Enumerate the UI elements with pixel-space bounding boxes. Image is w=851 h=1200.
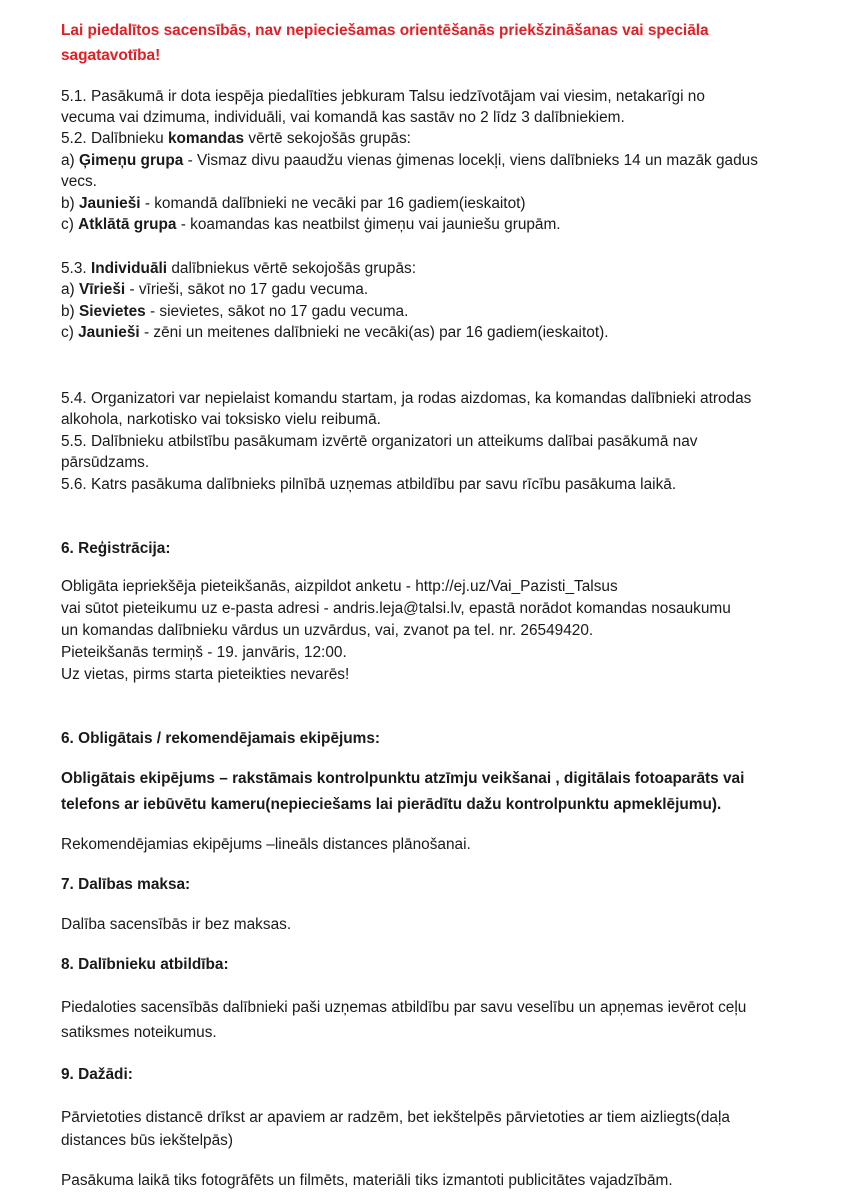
s5-4-line-1: 5.4. Organizatori var nepielaist komandu startam, ja rodas aizdomas, ka komandas dalībnieki atrodas [61, 390, 752, 407]
item-text: - Vismaz divu paaudžu vienas ģimenas locekļi, viens dalībnieks 14 un mazāk gadus [183, 152, 758, 169]
registration-line-3: un komandas dalībnieku vārdus un uzvārdus, vai, zvanot pa tel. nr. 26549420. [61, 622, 594, 639]
s5-2-item-c [61, 214, 561, 235]
s5-2-suffix: vērtē sekojošās grupās: [244, 130, 411, 147]
item-label: c) [61, 324, 79, 341]
fee-text: Dalība sacensībās ir bez maksas. [61, 916, 292, 933]
responsibility-line-2: satiksmes noteikumus. [61, 1024, 217, 1041]
s5-3-suffix: dalībniekus vērtē sekojošās grupās: [167, 260, 417, 277]
s5-2-item-a-cont: vecs. [61, 173, 97, 190]
registration-line-4: Pieteikšanās termiņš - 19. janvāris, 12:00. [61, 644, 347, 661]
s5-3-prefix: 5.3. [61, 260, 91, 277]
s5-3-item-b [61, 301, 408, 322]
equipment-mandatory-line-2: telefons ar iebūvētu kameru(nepieciešams lai pierādītu dažu kontrolpunktu apmeklējumu). [61, 796, 722, 813]
equipment-heading: 6. Obligātais / rekomendējamais ekipējums: [61, 730, 381, 747]
s5-4-line-2: alkohola, narkotisko vai toksisko vielu reibumā. [61, 411, 381, 428]
s5-2-item-b [61, 193, 526, 214]
item-text: - sievietes, sākot no 17 gadu vecuma. [145, 303, 409, 320]
registration-line-2: vai sūtot pieteikumu uz e-pasta adresi - andris.leja@talsi.lv, epastā norādot komandas nosaukumu [61, 600, 731, 617]
item-bold: Atklātā grupa [78, 216, 177, 233]
equipment-mandatory-line-1: Obligātais ekipējums – rakstāmais kontrolpunktu atzīmju veikšanai , digitālais fotoaparāts vai [61, 770, 745, 787]
item-bold: Jaunieši [78, 324, 140, 341]
s5-2-prefix: 5.2. Dalībnieku [61, 130, 168, 147]
responsibility-line-1: Piedaloties sacensībās dalībnieki paši uzņemas atbildību par savu veselību un apņemas ievērot ceļu [61, 999, 747, 1016]
item-label: c) [61, 216, 79, 233]
item-text: - zēni un meitenes dalībnieki ne vecāki(as) par 16 gadiem(ieskaitot). [139, 324, 609, 341]
s5-2-intro [61, 128, 411, 149]
item-label: a) [61, 281, 79, 298]
s5-2-item-a [61, 150, 758, 171]
s5-1-line-1: 5.1. Pasākumā ir dota iespēja piedalīties jebkuram Talsu iedzīvotājam vai viesim, netakarīgi no [61, 88, 705, 105]
equipment-recommended: Rekomendējamias ekipējums –lineāls distances plānošanai. [61, 836, 471, 853]
registration-line-5: Uz vietas, pirms starta pieteikties nevarēs! [61, 666, 350, 683]
s5-5-line-1: 5.5. Dalībnieku atbilstību pasākumam izvērtē organizatori un atteikums dalībai pasākumā nav [61, 433, 698, 450]
item-text: - vīrieši, sākot no 17 gadu vecuma. [125, 281, 369, 298]
s5-3-item-a [61, 279, 368, 300]
item-label: b) [61, 303, 79, 320]
intro-line-1: Lai piedalītos sacensībās, nav nepieciešamas orientēšanās priekšzināšanas vai speciāla [61, 22, 709, 39]
s5-3-item-c [61, 322, 609, 343]
misc-line-2: distances būs iekštelpās) [61, 1132, 233, 1149]
s5-6-line-1: 5.6. Katrs pasākuma dalībnieks pilnībā uzņemas atbildību par savu rīcību pasākuma laikā. [61, 476, 677, 493]
misc-heading: 9. Dažādi: [61, 1066, 133, 1083]
item-bold: Jaunieši [78, 195, 141, 212]
s5-1-line-2: vecuma vai dzimuma, individuāli, vai komandā kas sastāv no 2 līdz 3 dalībniekiem. [61, 109, 625, 126]
s5-3-intro [61, 258, 416, 279]
intro-line-2: sagatavotība! [61, 47, 161, 64]
item-bold: Sievietes [78, 303, 146, 320]
misc-line-3: Pasākuma laikā tiks fotogrāfēts un filmēts, materiāli tiks izmantoti publicitātes vajadzībām. [61, 1172, 673, 1189]
responsibility-heading: 8. Dalībnieku atbildība: [61, 956, 229, 973]
item-bold: Ģimeņu grupa [78, 152, 184, 169]
item-bold: Vīrieši [78, 281, 126, 298]
item-text: - koamandas kas neatbilst ģimeņu vai jauniešu grupām. [176, 216, 561, 233]
s5-3-bold: Individuāli [90, 260, 168, 277]
s5-2-bold: komandas [167, 130, 245, 147]
fee-heading: 7. Dalības maksa: [61, 876, 191, 893]
s5-5-line-2: pārsūdzams. [61, 454, 150, 471]
item-text: - komandā dalībnieki ne vecāki par 16 gadiem(ieskaitot) [140, 195, 526, 212]
item-label: a) [61, 152, 79, 169]
item-label: b) [61, 195, 79, 212]
misc-line-1: Pārvietoties distancē drīkst ar apaviem ar radzēm, bet iekštelpēs pārvietoties ar tiem aizliegts(daļa [61, 1109, 730, 1126]
registration-heading: 6. Reģistrācija: [61, 540, 171, 557]
registration-line-1: Obligāta iepriekšēja pieteikšanās, aizpildot anketu - http://ej.uz/Vai_Pazisti_Talsus [61, 578, 618, 595]
